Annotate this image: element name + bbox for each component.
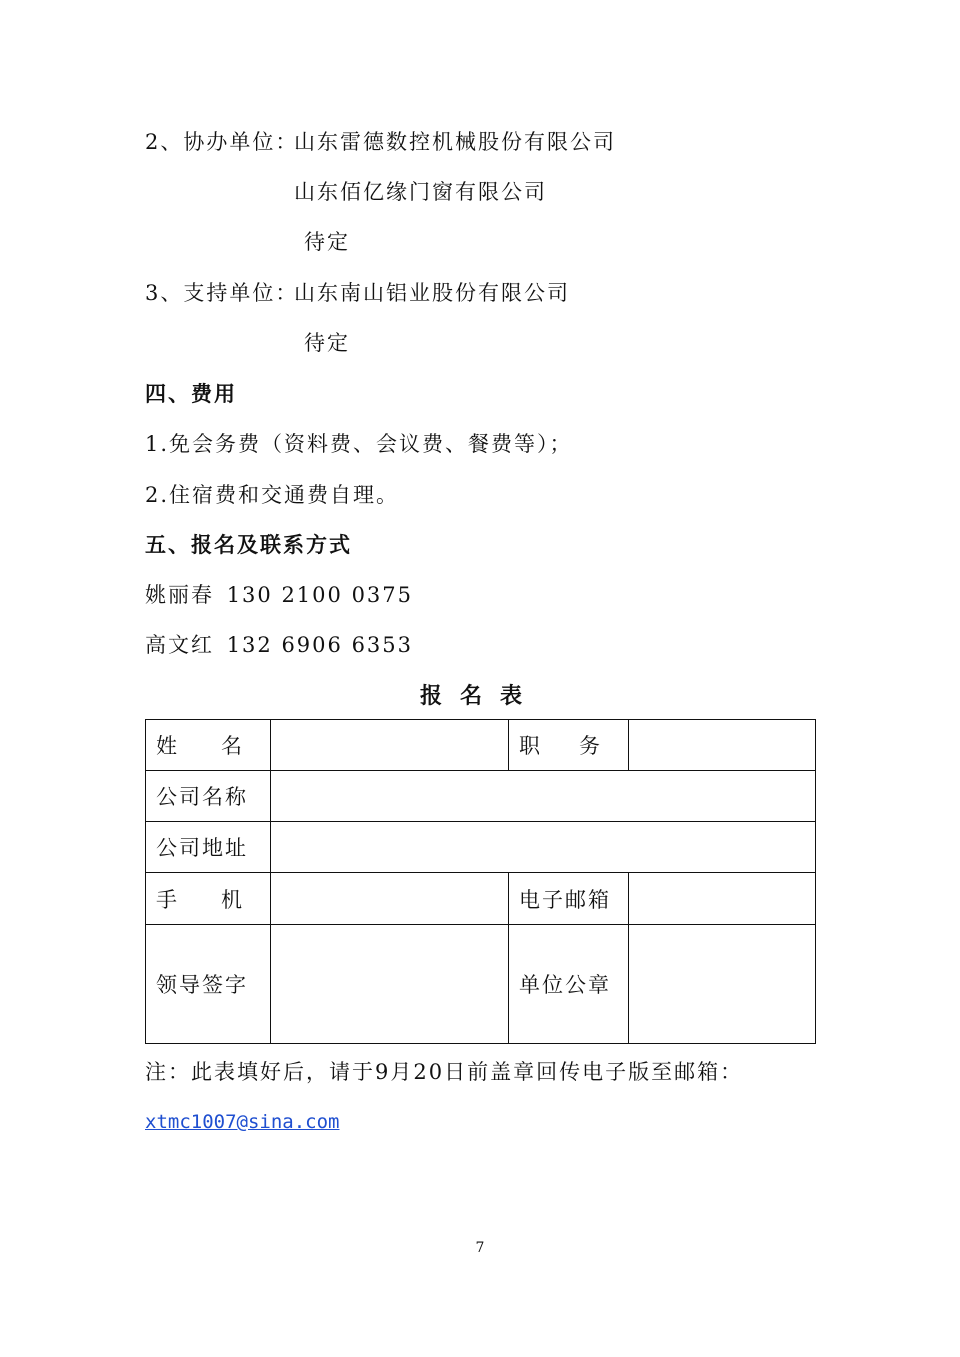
contact-phone: 132 6906 6353 [226, 633, 414, 657]
name-field[interactable] [271, 720, 509, 771]
co-organizer-label: 2、协办单位： [145, 130, 299, 154]
signature-label: 领导签字 [146, 925, 271, 1044]
contact-person [145, 581, 413, 609]
form-note: 注：此表填好后，请于9月20日前盖章回传电子版至邮箱： [145, 1060, 744, 1084]
company-name-label: 公司名称 [146, 771, 271, 822]
signature-field[interactable] [271, 925, 509, 1044]
company-address-label: 公司地址 [146, 822, 271, 873]
mobile-label-cell [146, 873, 271, 925]
fee-item: 2.住宿费和交通费自理。 [145, 483, 400, 507]
support-unit: 山东南山铝业股份有限公司 [294, 281, 570, 305]
page-number: 7 [475, 1240, 485, 1256]
name-label: 名 [221, 734, 244, 758]
position-label: 职 [519, 734, 542, 758]
position-label: 务 [579, 734, 602, 758]
contact-heading: 五、报名及联系方式 [145, 532, 352, 557]
contact-phone: 130 2100 0375 [226, 583, 414, 607]
co-organizer-unit: 山东雷德数控机械股份有限公司 [294, 130, 616, 154]
support-unit: 待定 [304, 331, 350, 355]
contact-person [145, 631, 413, 659]
mobile-field[interactable] [271, 873, 509, 925]
seal-field[interactable] [629, 925, 816, 1044]
co-organizer-unit: 山东佰亿缘门窗有限公司 [294, 180, 547, 204]
position-label-cell [509, 720, 629, 771]
fee-item: 1.免会务费（资料费、会议费、餐费等）； [145, 432, 573, 456]
email-label: 电子邮箱 [509, 873, 629, 925]
contact-name: 姚丽春 [145, 583, 214, 607]
support-unit-label: 3、支持单位： [145, 281, 299, 305]
name-label: 姓 [156, 734, 179, 758]
mobile-label: 手 [156, 887, 179, 912]
co-organizer-unit: 待定 [304, 230, 350, 254]
company-name-field[interactable] [271, 771, 816, 822]
registration-form [145, 719, 816, 1044]
fees-heading: 四、费用 [145, 381, 237, 406]
email-link[interactable]: xtmc1007@sina.com [145, 1111, 340, 1133]
seal-label: 单位公章 [509, 925, 629, 1044]
position-field[interactable] [629, 720, 816, 771]
name-label-cell [146, 720, 271, 771]
email-field[interactable] [629, 873, 816, 925]
company-address-field[interactable] [271, 822, 816, 873]
contact-name: 高文红 [145, 633, 214, 657]
mobile-label: 机 [221, 887, 244, 912]
form-title: 报名表 [419, 683, 540, 709]
